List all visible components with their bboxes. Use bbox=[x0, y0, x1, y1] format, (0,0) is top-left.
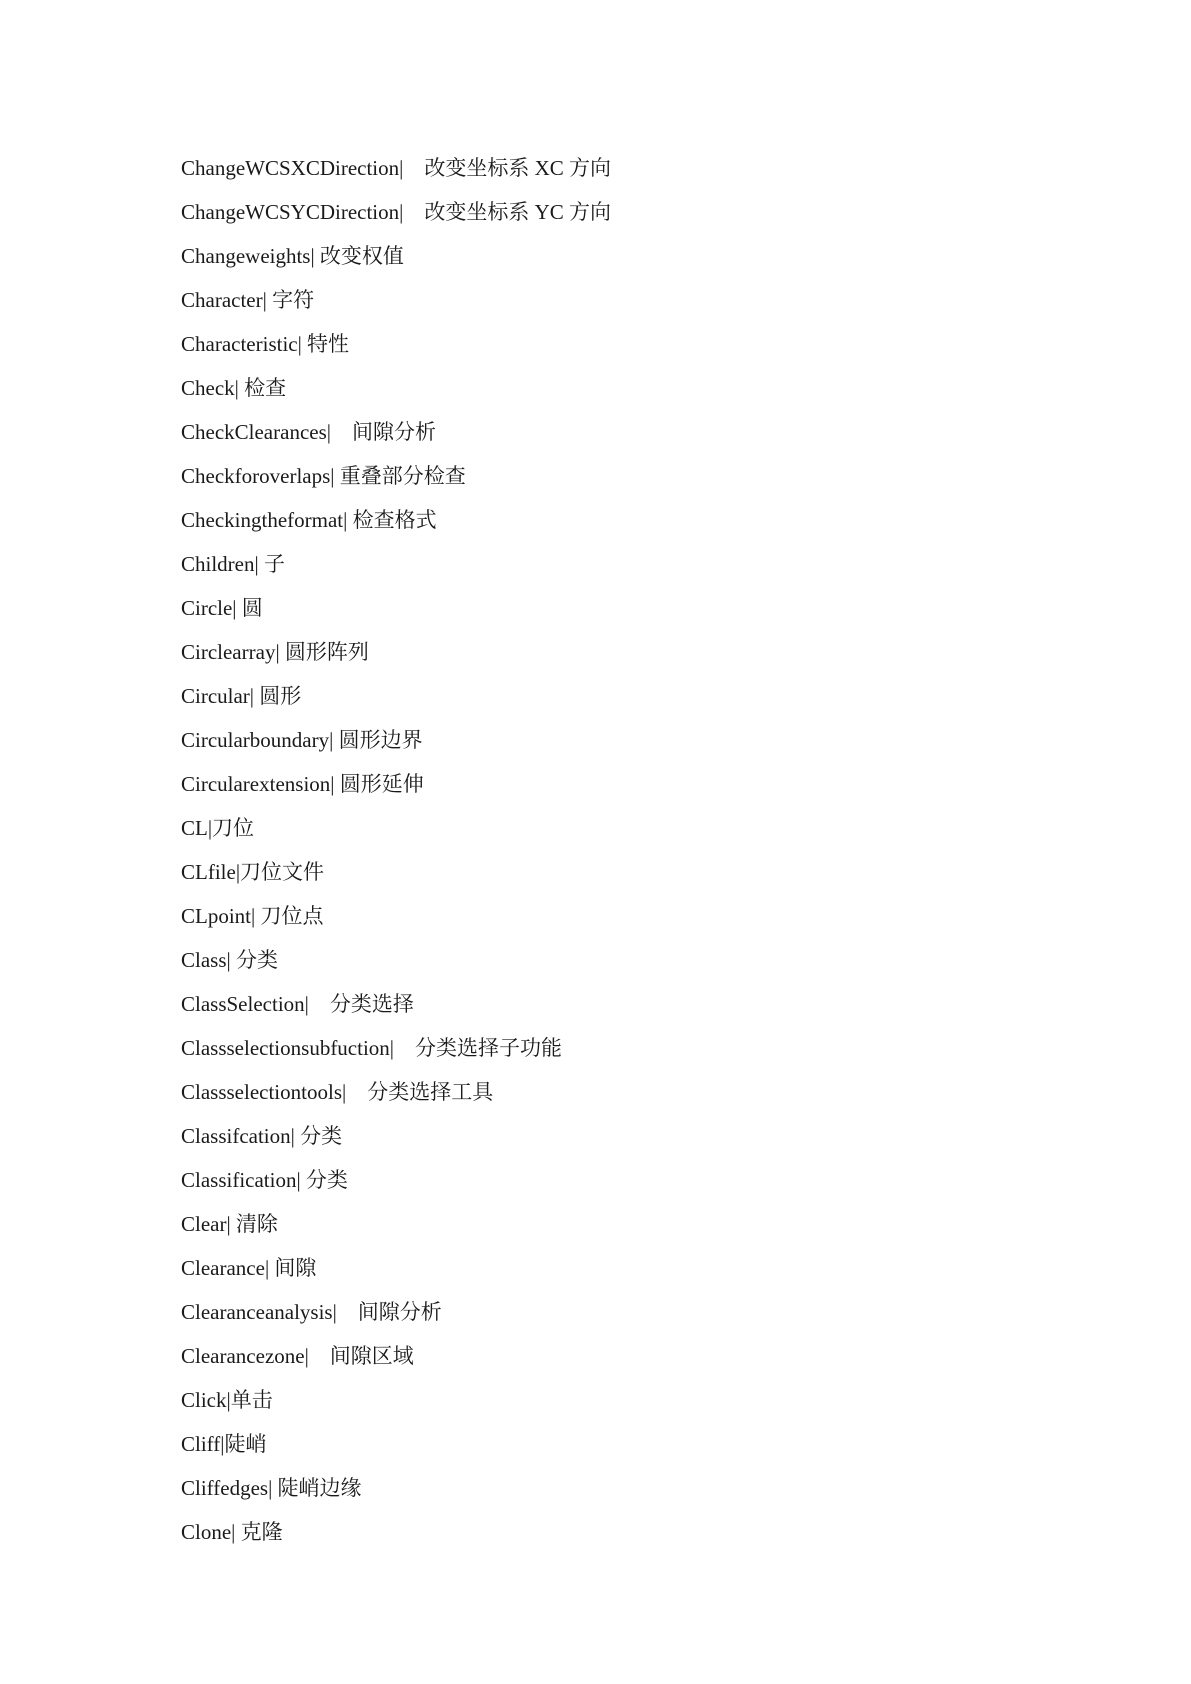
glossary-entry bbox=[181, 1295, 611, 1339]
glossary-list bbox=[181, 151, 611, 1559]
entry-text: Clearancezone| 间隙区域 bbox=[181, 1344, 414, 1368]
entry-text: Circular| 圆形 bbox=[181, 684, 302, 708]
glossary-entry bbox=[181, 415, 611, 459]
entry-text: ChangeWCSXCDirection| 改变坐标系 XC 方向 bbox=[181, 156, 612, 180]
glossary-entry bbox=[181, 1251, 611, 1295]
glossary-entry bbox=[181, 1207, 611, 1251]
glossary-entry bbox=[181, 327, 611, 371]
entry-text: Children| 子 bbox=[181, 552, 285, 576]
glossary-entry bbox=[181, 767, 611, 811]
entry-text: Checkingtheformat| 检查格式 bbox=[181, 508, 437, 532]
entry-text: CL|刀位 bbox=[181, 816, 255, 840]
glossary-entry bbox=[181, 547, 611, 591]
glossary-entry bbox=[181, 195, 611, 239]
entry-text: Clone| 克隆 bbox=[181, 1520, 283, 1544]
glossary-entry bbox=[181, 1339, 611, 1383]
glossary-entry bbox=[181, 1471, 611, 1515]
glossary-entry bbox=[181, 987, 611, 1031]
glossary-entry bbox=[181, 371, 611, 415]
glossary-entry bbox=[181, 591, 611, 635]
entry-text: CLpoint| 刀位点 bbox=[181, 904, 324, 928]
glossary-entry bbox=[181, 283, 611, 327]
entry-text: ClassSelection| 分类选择 bbox=[181, 992, 414, 1016]
entry-text: Cliff|陡峭 bbox=[181, 1432, 267, 1456]
glossary-entry bbox=[181, 1515, 611, 1559]
entry-text: Circularboundary| 圆形边界 bbox=[181, 728, 423, 752]
entry-text: Classifcation| 分类 bbox=[181, 1124, 343, 1148]
glossary-entry bbox=[181, 899, 611, 943]
entry-text: Circle| 圆 bbox=[181, 596, 263, 620]
entry-text: Clearanceanalysis| 间隙分析 bbox=[181, 1300, 442, 1324]
entry-text: CheckClearances| 间隙分析 bbox=[181, 420, 436, 444]
entry-text: Classselectiontools| 分类选择工具 bbox=[181, 1080, 494, 1104]
entry-text: Changeweights| 改变权值 bbox=[181, 244, 404, 268]
glossary-entry bbox=[181, 1427, 611, 1471]
glossary-entry bbox=[181, 723, 611, 767]
entry-text: Check| 检查 bbox=[181, 376, 287, 400]
entry-text: Character| 字符 bbox=[181, 288, 315, 312]
entry-text: Clearance| 间隙 bbox=[181, 1256, 317, 1280]
entry-text: Classification| 分类 bbox=[181, 1168, 348, 1192]
glossary-entry bbox=[181, 151, 611, 195]
glossary-entry bbox=[181, 1119, 611, 1163]
glossary-entry bbox=[181, 943, 611, 987]
glossary-entry bbox=[181, 811, 611, 855]
entry-text: ChangeWCSYCDirection| 改变坐标系 YC 方向 bbox=[181, 200, 612, 224]
glossary-entry bbox=[181, 239, 611, 283]
entry-text: Click|单击 bbox=[181, 1388, 273, 1412]
entry-text: CLfile|刀位文件 bbox=[181, 860, 325, 884]
entry-text: Circularextension| 圆形延伸 bbox=[181, 772, 424, 796]
entry-text: Circlearray| 圆形阵列 bbox=[181, 640, 369, 664]
glossary-entry bbox=[181, 459, 611, 503]
entry-text: Clear| 清除 bbox=[181, 1212, 278, 1236]
glossary-entry bbox=[181, 679, 611, 723]
glossary-entry bbox=[181, 635, 611, 679]
glossary-entry bbox=[181, 1383, 611, 1427]
entry-text: Class| 分类 bbox=[181, 948, 278, 972]
glossary-entry bbox=[181, 1031, 611, 1075]
glossary-entry bbox=[181, 1075, 611, 1119]
entry-text: Checkforoverlaps| 重叠部分检查 bbox=[181, 464, 466, 488]
entry-text: Characteristic| 特性 bbox=[181, 332, 350, 356]
glossary-entry bbox=[181, 855, 611, 899]
entry-text: Cliffedges| 陡峭边缘 bbox=[181, 1476, 362, 1500]
glossary-entry bbox=[181, 1163, 611, 1207]
glossary-entry bbox=[181, 503, 611, 547]
entry-text: Classselectionsubfuction| 分类选择子功能 bbox=[181, 1036, 563, 1060]
